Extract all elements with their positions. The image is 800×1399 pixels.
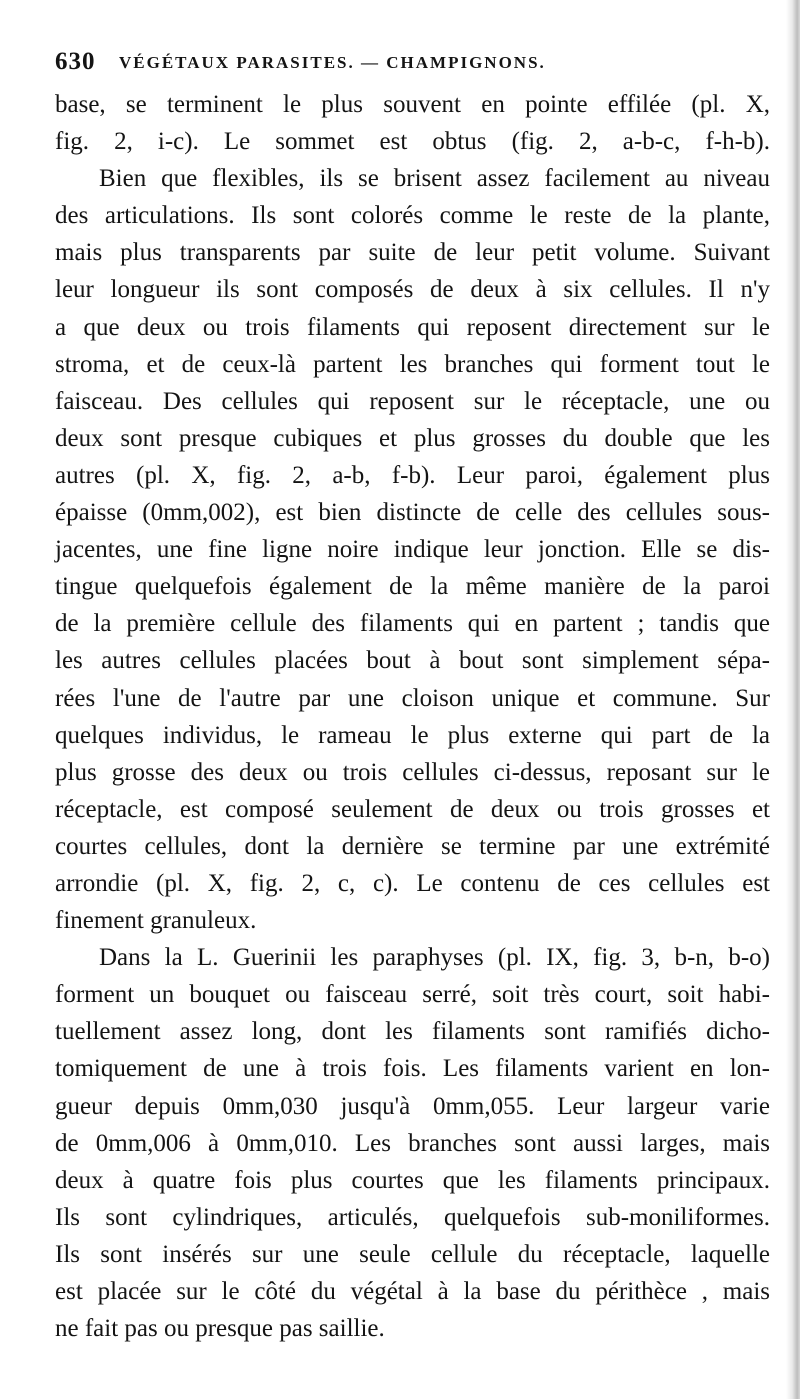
text-line: a que deux ou trois filaments qui reposent directement sur le — [55, 313, 770, 341]
text-line: fig. 2, i-c). Le sommet est obtus (fig. 2, a-b-c, f-h-b). — [55, 128, 770, 156]
text-line: est placée sur le côté du végétal à la base du périthèce , mais — [55, 1278, 770, 1305]
text-line: finement granuleux. — [55, 907, 257, 935]
text-line: faisceau. Des cellules qui reposent sur le réceptacle, une ou — [55, 387, 770, 415]
body-text — [55, 86, 770, 1347]
text-line: leur longueur ils sont composés de deux à six cellules. Il n'y — [55, 276, 770, 304]
text-line: deux sont presque cubiques et plus grosses du double que les — [55, 424, 770, 452]
text-line: autres (pl. X, fig. 2, a-b, f-b). Leur paroi, également plus — [55, 461, 770, 489]
text-line: Bien que flexibles, ils se brisent assez facilement au niveau — [99, 165, 770, 193]
text-line: courtes cellules, dont la dernière se termine par une extrémité — [55, 832, 770, 860]
text-line: gueur depuis 0mm,030 jusqu'à 0mm,055. Leur largeur varie — [55, 1092, 770, 1120]
page-number: 630 — [55, 48, 96, 75]
text-line: de la première cellule des filaments qui en partent ; tandis que — [55, 610, 770, 638]
text-line: plus grosse des deux ou trois cellules ci-dessus, reposant sur le — [55, 758, 770, 786]
text-line: de 0mm,006 à 0mm,010. Les branches sont aussi larges, mais — [55, 1129, 770, 1157]
text-line: deux à quatre fois plus courtes que les filaments principaux. — [55, 1166, 770, 1194]
running-head — [55, 48, 775, 84]
text-line: rées l'une de l'autre par une cloison unique et commune. Sur — [55, 684, 770, 712]
text-line: tomiquement de une à trois fois. Les filaments varient en lon- — [55, 1055, 770, 1083]
running-title: VÉGÉTAUX PARASITES. — CHAMPIGNONS. — [119, 53, 546, 72]
text-line: tingue quelquefois également de la même manière de la paroi — [55, 573, 770, 601]
text-line: tuellement assez long, dont les filaments sont ramifiés dicho- — [55, 1018, 770, 1046]
text-line: mais plus transparents par suite de leur petit volume. Suivant — [55, 239, 770, 267]
text-line: des articulations. Ils sont colorés comme le reste de la plante, — [55, 202, 770, 230]
text-line: les autres cellules placées bout à bout sont simplement sépa- — [55, 647, 770, 675]
text-line: Ils sont insérés sur une seule cellule du réceptacle, laquelle — [55, 1240, 770, 1268]
text-line: Ils sont cylindriques, articulés, quelquefois sub-moniliformes. — [55, 1203, 770, 1231]
text-line: arrondie (pl. X, fig. 2, c, c). Le contenu de ces cellules est — [55, 869, 770, 897]
text-line: Dans la L. Guerinii les paraphyses (pl. IX, fig. 3, b-n, b-o) — [99, 944, 770, 972]
text-line: réceptacle, est composé seulement de deux ou trois grosses et — [55, 795, 770, 823]
text-line: quelques individus, le rameau le plus externe qui part de la — [55, 721, 770, 749]
text-line: jacentes, une fine ligne noire indique leur jonction. Elle se dis- — [55, 536, 770, 564]
text-line: forment un bouquet ou faisceau serré, soit très court, soit habi- — [55, 981, 770, 1009]
text-line: stroma, et de ceux-là partent les branches qui forment tout le — [55, 350, 770, 378]
text-line: base, se terminent le plus souvent en pointe effilée (pl. X, — [55, 91, 770, 118]
text-line: épaisse (0mm,002), est bien distincte de celle des cellules sous- — [55, 499, 770, 527]
page-edge-shadow — [786, 0, 800, 1399]
text-line: ne fait pas ou presque pas saillie. — [55, 1315, 385, 1343]
